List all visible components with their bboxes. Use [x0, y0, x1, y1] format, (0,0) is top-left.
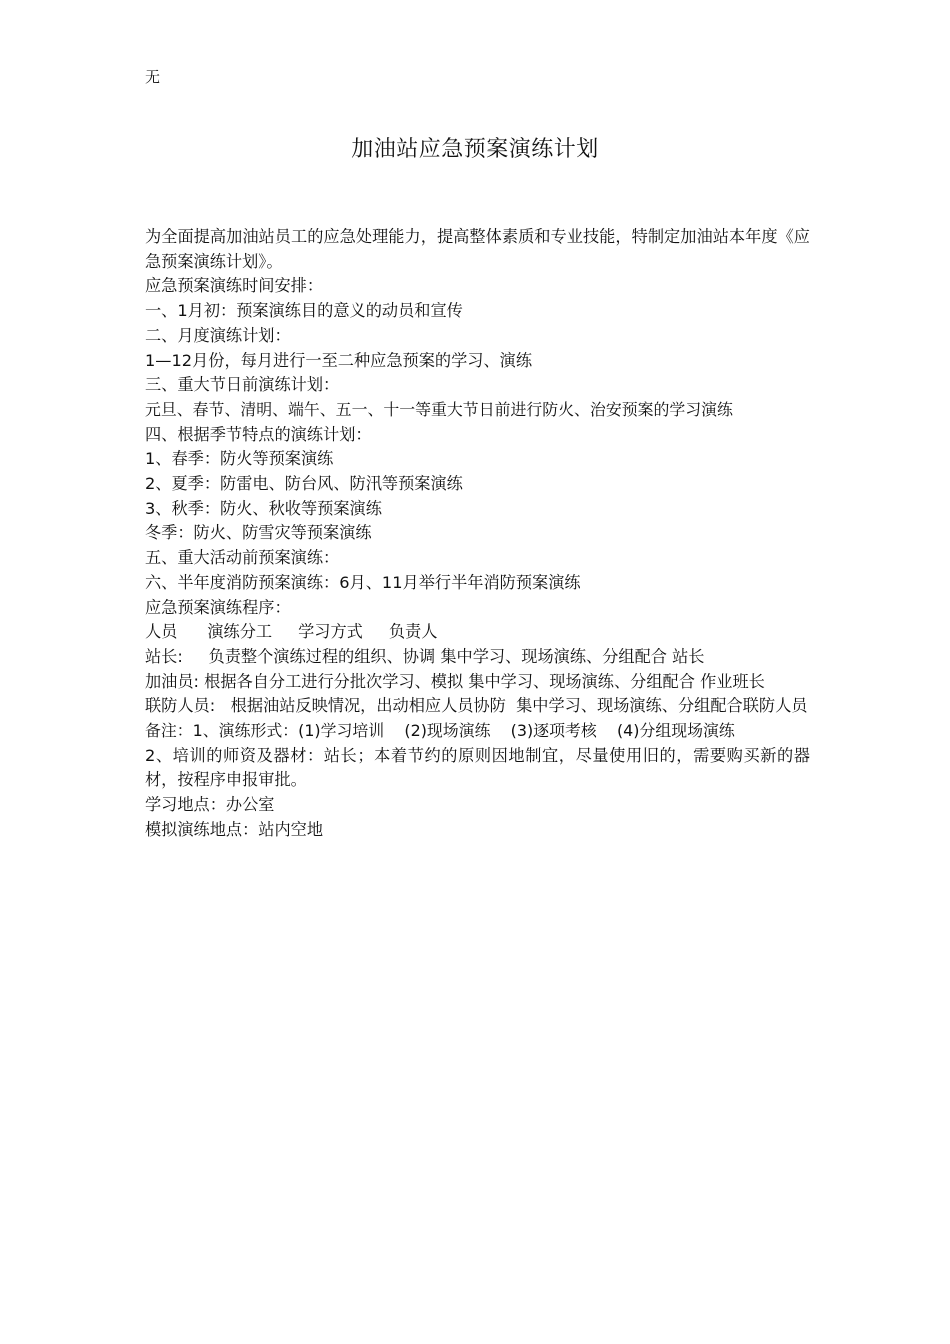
schedule-item: 六、半年度消防预案演练：6月、11月举行半年消防预案演练	[145, 572, 581, 592]
document-body	[145, 225, 810, 843]
col-header-personnel: 人员	[145, 622, 178, 642]
schedule-item: 一、1月初：预案演练目的意义的动员和宣传	[145, 301, 463, 321]
header-mark: 无	[145, 68, 161, 86]
col-header-responsible: 负责人	[388, 622, 438, 642]
study-location: 学习地点：办公室	[145, 795, 275, 815]
schedule-item: 冬季：防火、防雪灾等预案演练	[145, 523, 372, 543]
schedule-item: 三、重大节日前演练计划：	[145, 375, 340, 395]
col-header-study-method: 学习方式	[298, 622, 363, 642]
col-header-duty: 演练分工	[207, 622, 273, 642]
procedure-row: 联防人员: 根据油站反映情况，出动相应人员协防 集中学习、现场演练、分组配合联防人员	[145, 696, 808, 716]
notes-line: 2、培训的师资及器材：站长；本着节约的原则因地制宜，尽量使用旧的，需要购买新的器材，按程序申报审批。	[145, 745, 810, 790]
procedure-table-header	[145, 620, 810, 645]
notes-line: 备注：1、演练形式：(1)学习培训 (2)现场演练 (3)逐项考核 (4)分组现场演练	[145, 721, 735, 741]
procedure-row: 站长: 负责整个演练过程的组织、协调 集中学习、现场演练、分组配合 站长	[145, 646, 705, 666]
drill-location: 模拟演练地点：站内空地	[145, 819, 324, 839]
procedure-row: 加油员: 根据各自分工进行分批次学习、模拟 集中学习、现场演练、分组配合 作业班长	[145, 671, 765, 691]
intro-paragraph: 为全面提高加油站员工的应急处理能力，提高整体素质和专业技能，特制定加油站本年度《应急预案演练计划》。	[145, 227, 810, 271]
schedule-item: 1—12月份，每月进行一至二种应急预案的学习、演练	[145, 350, 533, 370]
procedure-heading: 应急预案演练程序：	[145, 597, 291, 617]
schedule-item: 元旦、春节、清明、端午、五一、十一等重大节日前进行防火、治安预案的学习演练	[145, 399, 733, 419]
schedule-item: 2、夏季：防雷电、防台风、防汛等预案演练	[145, 474, 463, 494]
schedule-item: 五、重大活动前预案演练：	[145, 548, 340, 568]
schedule-heading: 应急预案演练时间安排：	[145, 276, 324, 296]
schedule-item: 3、秋季：防火、秋收等预案演练	[145, 498, 382, 518]
schedule-item: 1、春季：防火等预案演练	[145, 449, 334, 469]
schedule-item: 二、月度演练计划：	[145, 325, 291, 345]
schedule-item: 四、根据季节特点的演练计划：	[145, 424, 372, 444]
document-title: 加油站应急预案演练计划	[351, 137, 599, 162]
